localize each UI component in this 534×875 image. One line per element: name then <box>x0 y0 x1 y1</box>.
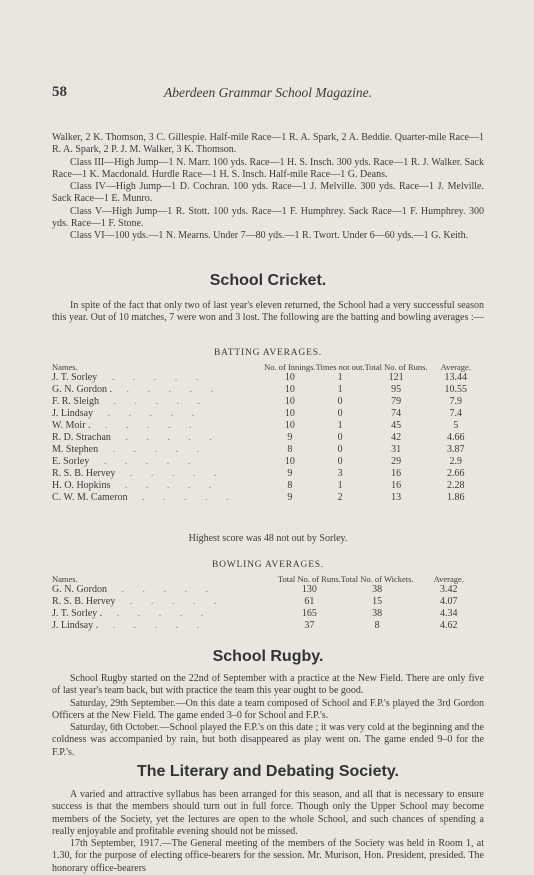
player-name: G. N. Gordon . . . . . <box>52 584 216 595</box>
leader-dots: . . . . . <box>119 596 225 607</box>
wickets-cell: 15 <box>372 596 383 607</box>
sports-paragraph: Class III—High Jump—1 N. Marr. 100 yds. Race—1 H. S. Insch. 300 yds. Race—1 R. J. Walker. Sack Race—1 K. Macdonald. Hurdle Race—1 H. S. Insch. Half-mile Race—1 G. Deans. <box>52 156 484 180</box>
notout-cell: 1 <box>337 480 343 491</box>
leader-dots: . . . . . <box>103 396 208 407</box>
average-cell: 13.44 <box>444 372 468 383</box>
leader-dots: . . . . . <box>114 432 220 443</box>
runs-cell: 13 <box>391 492 402 503</box>
header-average: Average. <box>433 573 464 584</box>
wickets-cell: 38 <box>372 608 383 619</box>
runs-cell: 79 <box>391 396 402 407</box>
innings-cell: 10 <box>284 408 295 419</box>
innings-cell: 9 <box>287 492 293 503</box>
player-name: H. O. Hopkins . . . . . <box>52 480 220 491</box>
player-name: J. Lindsay . . . . . . <box>52 620 208 631</box>
leader-dots: . . . . . <box>131 492 237 503</box>
player-name: R. D. Strachan . . . . . <box>52 432 220 443</box>
leader-dots: . . . . . <box>102 620 208 631</box>
leader-dots: . . . . . <box>111 584 216 595</box>
table-row <box>52 584 484 596</box>
wickets-cell: 8 <box>374 620 380 631</box>
wickets-cell: 38 <box>372 584 383 595</box>
runs-cell: 130 <box>301 584 317 595</box>
notout-cell: 3 <box>337 468 343 479</box>
average-cell: 10.55 <box>444 384 468 395</box>
runs-cell: 74 <box>391 408 402 419</box>
cricket-intro-text: In spite of the fact that only two of last year's eleven returned, the School had a very successful season this year. Out of 10 matches, 7 were won and 3 lost. The following are the batting and bowling averages :— <box>52 300 484 324</box>
notout-cell: 1 <box>337 420 343 431</box>
player-name: M. Stephen . . . . . <box>52 444 208 455</box>
table-row <box>52 480 484 492</box>
player-name: E. Sorley . . . . . <box>52 456 199 467</box>
rugby-paragraph: Saturday, 6th October.—School played the F.P.'s on this date ; it was very cold at the beginning and the coldness was accompanied by rain, but both disappeared as play went on. The game ended 9–0 for the F.P.'s. <box>52 722 484 758</box>
notout-cell: 0 <box>337 444 343 455</box>
player-name: F. R. Sleigh . . . . . <box>52 396 208 407</box>
bowling-body <box>52 584 484 632</box>
table-row <box>52 384 484 396</box>
average-cell: 4.62 <box>440 620 458 631</box>
table-row <box>52 420 484 432</box>
player-name: C. W. M. Cameron . . . . . <box>52 492 237 503</box>
runs-cell: 45 <box>391 420 402 431</box>
rugby-paragraph: Saturday, 29th September.—On this date a team composed of School and F.P.'s played the 3rd Gordon Officers at the New Field. The game ended 3–0 for School and F.P.'s. <box>52 697 484 721</box>
cricket-heading: School Cricket. <box>209 272 327 289</box>
table-row <box>52 608 484 620</box>
runs-cell: 61 <box>304 596 315 607</box>
runs-cell: 42 <box>391 432 402 443</box>
journal-title: Aberdeen Grammar School Magazine. <box>164 85 372 100</box>
average-cell: 7.9 <box>449 396 463 407</box>
notout-cell: 1 <box>337 372 343 383</box>
table-row <box>52 408 484 420</box>
table-row <box>52 468 484 480</box>
innings-cell: 10 <box>284 372 295 383</box>
rugby-paragraph: School Rugby started on the 22nd of September with a practice at the New Field. There are only five of last year's team back, but with practice the team this year ought to be good. <box>52 673 484 697</box>
average-cell: 4.07 <box>440 596 458 607</box>
notout-cell: 1 <box>337 384 343 395</box>
page-header <box>52 84 484 104</box>
batting-caption: BATTING AVERAGES. <box>214 348 322 358</box>
average-cell: 2.28 <box>447 480 465 491</box>
player-name: R. S. B. Hervey . . . . . <box>52 596 225 607</box>
player-name: G. N. Gordon . . . . . . <box>52 384 221 395</box>
notout-cell: 0 <box>337 408 343 419</box>
batting-table <box>52 360 484 504</box>
batting-body <box>52 372 484 504</box>
sports-paragraph: Walker, 2 K. Thomson, 3 C. Gillespie. Half-mile Race—1 R. A. Spark, 2 A. Beddie. Quarter-mile Race—1 R. A. Spark, 2 P. J. M. Walker, 3 K. Thomson. <box>52 132 484 156</box>
player-name: R. S. B. Hervey . . . . . <box>52 468 225 479</box>
average-cell: 5 <box>453 420 459 431</box>
sports-results <box>52 132 484 243</box>
header-names: Names. <box>52 361 78 372</box>
leader-dots: . . . . . <box>114 480 220 491</box>
header-notout: Times not out. <box>315 361 365 372</box>
table-row <box>52 372 484 384</box>
batting-header-row <box>52 360 484 372</box>
literary-section <box>52 789 484 874</box>
literary-heading: The Literary and Debating Society. <box>137 763 399 780</box>
innings-cell: 10 <box>284 384 295 395</box>
header-wickets: Total No. of Wickets. <box>340 573 414 584</box>
leader-dots: . . . . . <box>119 468 225 479</box>
leader-dots: . . . . . <box>94 420 200 431</box>
average-cell: 2.66 <box>447 468 465 479</box>
bowling-caption: BOWLING AVERAGES. <box>211 560 325 570</box>
average-cell: 2.9 <box>449 456 463 467</box>
player-name: J. T. Sorley . . . . . <box>52 372 207 383</box>
innings-cell: 9 <box>287 432 293 443</box>
notout-cell: 0 <box>337 456 343 467</box>
runs-cell: 16 <box>391 480 402 491</box>
bowling-table <box>52 572 484 632</box>
table-row <box>52 396 484 408</box>
runs-cell: 95 <box>391 384 402 395</box>
leader-dots: . . . . . <box>97 408 203 419</box>
header-runs: Total No. of Runs. <box>277 573 341 584</box>
header-names: Names. <box>52 573 78 584</box>
sports-paragraph: Class IV—High Jump—1 D. Cochran. 100 yds. Race—1 J. Melville. 300 yds. Race—1 J. Melville. Sack Race—1 E. Munro. <box>52 181 484 205</box>
header-average: Average. <box>440 361 471 372</box>
innings-cell: 10 <box>284 420 295 431</box>
average-cell: 1.86 <box>447 492 465 503</box>
player-name: W. Moir . . . . . . <box>52 420 200 431</box>
runs-cell: 29 <box>391 456 402 467</box>
leader-dots: . . . . . <box>116 384 221 395</box>
average-cell: 3.42 <box>440 584 458 595</box>
average-cell: 3.87 <box>447 444 465 455</box>
innings-cell: 10 <box>284 396 295 407</box>
literary-paragraph: 17th September, 1917.—The General meeting of the members of the Society was held in Room 1, at 1.30, for the purpose of electing office-bearers for the session. Mr. Murison, Hon. President, presided. The honorary office-bearers <box>52 838 484 874</box>
header-innings: No. of Innings. <box>264 361 316 372</box>
player-name: J. T. Sorley . . . . . . <box>52 608 212 619</box>
runs-cell: 37 <box>304 620 315 631</box>
notout-cell: 0 <box>337 396 343 407</box>
innings-cell: 8 <box>287 444 293 455</box>
player-name: J. Lindsay . . . . . <box>52 408 203 419</box>
literary-paragraph: A varied and attractive syllabus has been arranged for this season, and all that is necessary to ensure success is that the members should turn out in full force. Though only the Upper School may become members of the Society, yet the lectures are open to the whole School, and such chances of spending a really enjoyable and profitable evening should not be missed. <box>52 789 484 837</box>
leader-dots: . . . . . <box>101 372 207 383</box>
sports-paragraph: Class VI—100 yds.—1 N. Mearns. Under 7—80 yds.—1 R. Twort. Under 6—60 yds.—1 G. Keith. <box>70 230 469 242</box>
sports-paragraph: Class V—High Jump—1 R. Stott. 100 yds. Race—1 F. Humphrey. Sack Race—1 F. Humphrey. 300 yds. Race—1 F. Stone. <box>52 205 484 230</box>
table-row <box>52 620 484 632</box>
table-row <box>52 444 484 456</box>
header-runs: Total No. of Runs. <box>364 361 428 372</box>
table-row <box>52 456 484 468</box>
table-row <box>52 492 484 504</box>
page-number: 58 <box>52 84 67 100</box>
innings-cell: 9 <box>287 468 293 479</box>
bowling-header-row <box>52 572 484 584</box>
leader-dots: . . . . . <box>102 444 208 455</box>
notout-cell: 0 <box>337 432 343 443</box>
notout-cell: 2 <box>337 492 343 503</box>
innings-cell: 8 <box>287 480 293 491</box>
batting-note: Highest score was 48 not out by Sorley. <box>188 533 348 544</box>
average-cell: 7.4 <box>449 408 463 419</box>
leader-dots: . . . . . <box>106 608 212 619</box>
leader-dots: . . . . . <box>93 456 199 467</box>
innings-cell: 10 <box>284 456 295 467</box>
rugby-section <box>52 673 484 759</box>
runs-cell: 31 <box>391 444 402 455</box>
table-row <box>52 432 484 444</box>
runs-cell: 16 <box>391 468 402 479</box>
table-row <box>52 596 484 608</box>
runs-cell: 165 <box>301 608 317 619</box>
average-cell: 4.34 <box>440 608 458 619</box>
average-cell: 4.66 <box>447 432 465 443</box>
cricket-intro <box>52 300 484 325</box>
rugby-heading: School Rugby. <box>212 648 324 665</box>
runs-cell: 121 <box>388 372 404 383</box>
